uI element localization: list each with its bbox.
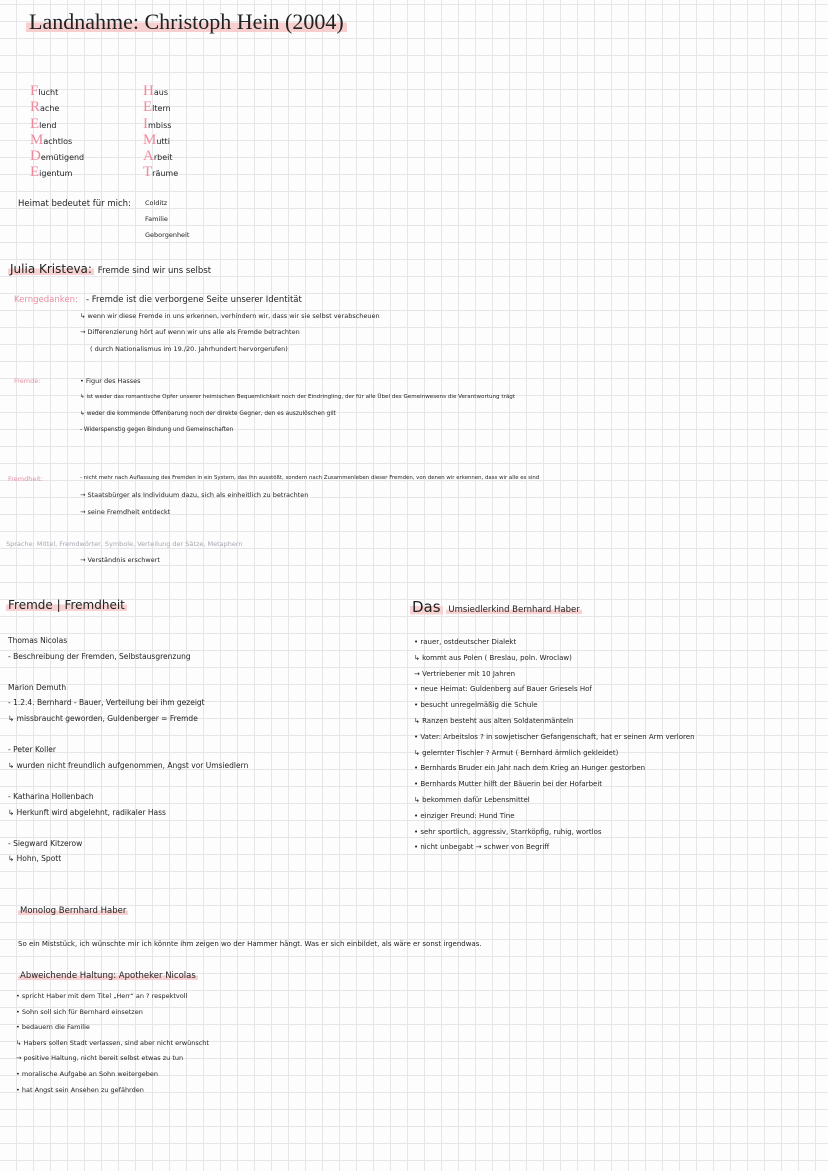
umsiedlerkind-line: → Vertriebener mit 10 Jahren [414,669,516,678]
kern-line: ↳ wenn wir diese Fremde in uns erkennen, verhindern wir, dass wir sie selbst verabscheuen [80,312,380,320]
fremde-fremdheit-line: - Peter Koller [8,745,56,755]
abweichende-line: • hat Angst sein Ansehen zu gefährden [16,1085,144,1094]
acrostic-word: räume [152,169,179,179]
acrostic-fremde [30,84,84,182]
fremde-line: ↳ ist weder das romantische Opfer unserer heimischen Bequemlichkeit noch der Eindringling, der für alle Übel des Gemeinwesens die Verantwortung trägt [80,394,516,400]
acrostic-letter: T [143,164,153,181]
acrostic-letter: E [30,164,40,181]
acrostic-word: aus [153,88,168,97]
fremde-line: • Figur des Hasses [80,377,141,385]
acrostic-word: emütigend [40,153,85,163]
umsiedlerkind-line: ↳ bekommen dafür Lebensmittel [414,795,530,804]
umsiedlerkind-line: • neue Heimat: Guldenberg auf Bauer Griesels Hof [414,685,592,694]
monolog-heading [18,906,128,916]
fremdheit-line: → seine Fremdheit entdeckt [80,508,171,516]
umsiedlerkind-line: • besucht unregelmäßig die Schule [414,701,538,710]
acrostic-word: ltern [152,104,171,114]
fremde-fremdheit-heading: Fremde | Fremdheit [8,598,125,612]
fremde-fremdheit-line: ↳ missbraucht geworden, Guldenberger = Fremde [8,713,198,723]
umsiedlerkind-line: • rauer, ostdeutscher Dialekt [414,638,517,646]
heimat-item: Familie [145,215,168,223]
umsiedlerkind-heading-rest: Umsiedlerkind Bernhard Haber [448,605,580,615]
umsiedlerkind-line: • Bernhards Mutter hilft der Bäuerin bei der Hofarbeit [414,780,603,789]
page-title: Landnahme: Christoph Hein (2004) [26,9,347,35]
umsiedlerkind-line: • Bernhards Bruder ein Jahr nach dem Krieg an Hunger gestorben [414,764,646,773]
heimat-label: Heimat bedeutet für mich: [18,199,131,209]
acrostic-row [30,84,84,100]
acrostic-letter: R [30,99,41,116]
umsiedlerkind-line: • sehr sportlich, aggressiv, Starrköpfig, ruhig, wortlos [414,827,602,836]
heimat-item: Geborgenheit [145,231,190,239]
fremde-fremdheit-line: - Beschreibung der Fremden, Selbstausgrenzung [8,651,191,661]
abweichende-line: → positive Haltung, nicht bereit selbst etwas zu tun [16,1054,184,1063]
acrostic-row [30,149,84,165]
acrostic-word: mbiss [148,120,172,130]
fremdheit-label: Fremdheit: [8,475,43,483]
umsiedlerkind-heading-cap: Das [412,598,441,616]
umsiedlerkind-line: ↳ Ranzen besteht aus alten Soldatenmänteln [414,716,574,725]
acrostic-heimat [143,84,178,182]
umsiedlerkind-line: • nicht unbegabt → schwer von Begriff [414,843,550,852]
fremde-fremdheit-line: Thomas Nicolas [8,636,68,645]
acrostic-letter: M [30,131,44,148]
fremdheit-line: → Staatsbürger als Individuum dazu, sich als einheitlich zu betrachten [80,491,309,499]
kristeva-book: Fremde sind wir uns selbst [97,266,212,276]
acrostic-row [30,100,84,116]
kern-line: → Differenzierung hört auf wenn wir uns alle als Fremde betrachten [80,328,300,336]
abweichende-line: ↳ Habers sollen Stadt verlassen, sind aber nicht erwünscht [16,1038,209,1047]
fremde-fremdheit-line [8,664,248,680]
kern-line: - Fremde ist die verborgene Seite unserer Identität [86,295,302,305]
fremde-fremdheit-line: - Katharina Hollenbach [8,791,94,801]
acrostic-letter: H [143,83,154,99]
umsiedlerkind-line: • Vater: Arbeitslos ? in sowjetischer Gefangenschaft, hat er seinen Arm verloren [414,732,695,741]
acrostic-word: igentum [39,169,73,179]
acrostic-row [143,133,178,149]
acrostic-word: rbeit [153,153,173,163]
sprache-line: Sprache: Mittel, Fremdwörter, Symbole, Verteilung der Sätze, Metaphern [6,540,243,548]
kerngedanken-label: Kerngedanken: [14,295,78,305]
acrostic-letter: D [30,148,41,165]
kern-line: ( durch Nationalismus im 19./20. Jahrhundert hervorgerufen) [90,345,288,353]
fremde-line: ↳ weder die kommende Offenbarung noch der direkte Gegner, den es auszulöschen gilt [80,411,336,417]
acrostic-letter: I [143,115,148,132]
acrostic-row [143,117,178,133]
fremde-fremdheit-line [8,727,248,743]
abweichende-line: • spricht Haber mit dem Titel „Herr“ an ? respektvoll [16,992,188,1000]
umsiedlerkind-line: ↳ kommt aus Polen ( Breslau, poln. Wroclaw) [414,653,572,662]
umsiedlerkind-line: • einziger Freund: Hund Tine [414,811,515,820]
acrostic-row [143,165,178,181]
heimat-item: Colditz [145,199,168,207]
abweichende-line: • Sohn soll sich für Bernhard einsetzen [16,1007,143,1016]
acrostic-letter: F [30,83,39,99]
abweichende-line: • bedauern die Familie [16,1023,90,1032]
acrostic-row [30,165,84,181]
fremde-line: - Widerspenstig gegen Bindung und Gemeinschaften [80,427,234,433]
monolog-quote: So ein Miststück, ich wünschte mir ich könnte ihm zeigen wo der Hammer hängt. Was er sich einbildet, als wäre er sonst irgendwas. [18,940,482,948]
umsiedlerkind-heading [410,598,582,616]
kristeva-heading [8,262,211,276]
fremde-fremdheit-line: ↳ wurden nicht freundlich aufgenommen, Angst vor Umsiedlern [8,760,249,770]
fremde-fremdheit-line: Marion Demuth [8,682,67,692]
acrostic-row [143,100,178,116]
abweichende-list [16,989,209,1098]
acrostic-word: lend [39,120,57,130]
fremde-fremdheit-line: - 1.2.4. Bernhard - Bauer, Verteilung bei ihm gezeigt [8,698,205,708]
abweichende-heading-text: Abweichende Haltung: Apotheker Nicolas [20,971,196,981]
acrostic-letter: M [143,131,157,148]
fremde-fremdheit-line [8,773,248,789]
acrostic-letter: A [143,148,154,165]
acrostic-letter: E [30,115,40,132]
acrostic-word: achtlos [43,136,73,146]
fremde-fremdheit-line [8,820,248,836]
acrostic-row [143,149,178,165]
fremde-fremdheit-line: - Siegward Kitzerow [8,838,83,848]
abweichende-line: • moralische Aufgabe an Sohn weitergeben [16,1069,158,1078]
fremde-label: Fremde: [14,377,41,385]
kristeva-author: Julia Kristeva: [10,262,92,276]
acrostic-row [30,117,84,133]
umsiedlerkind-list [414,635,695,856]
acrostic-word: ache [40,104,60,114]
acrostic-word: utti [156,136,170,146]
acrostic-row [30,133,84,149]
umsiedlerkind-line: ↳ gelernter Tischler ? Armut ( Bernhard ärmlich gekleidet) [414,748,619,757]
abweichende-heading [18,971,198,981]
acrostic-row [143,84,178,100]
acrostic-letter: E [143,99,153,116]
fremdheit-line: - nicht mehr nach Auflassung des Fremden in ein System, das ihn ausstößt, sondern nach Zusammenleben dieser Fremden, von denen wir erkennen, dass wir alle es sind [80,475,540,481]
fremde-fremdheit-line: ↳ Hohn, Spott [8,854,62,864]
acrostic-word: lucht [38,88,59,97]
fremde-fremdheit-line: ↳ Herkunft wird abgelehnt, radikaler Hass [8,807,166,817]
monolog-heading-text: Monolog Bernhard Haber [20,906,127,916]
sprache-sub: → Verständnis erschwert [80,556,160,564]
fremde-fremdheit-list [8,633,248,867]
